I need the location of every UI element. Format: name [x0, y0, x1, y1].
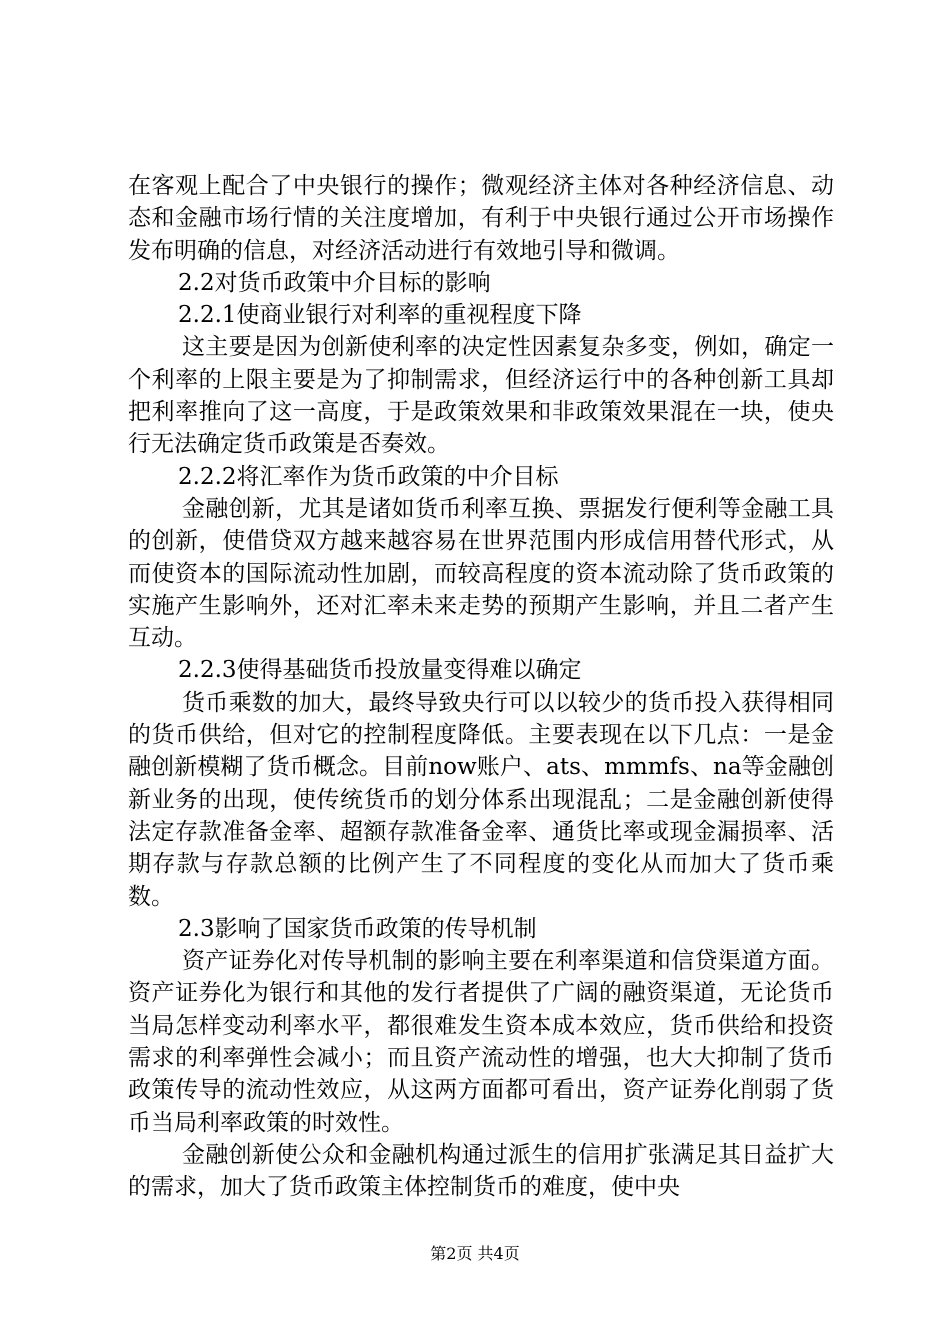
paragraph-continued: 在客观上配合了中央银行的操作；微观经济主体对各种经济信息、动态和金融市场行情的关注度增加，有利于中央银行通过公开市场操作发布明确的信息，对经济活动进行有效地引导和微调。 [128, 173, 834, 264]
section-heading-2-2: 2.2对货币政策中介目标的影响 [178, 269, 491, 296]
paragraph: 资产证券化对传导机制的影响主要在利率渠道和信贷渠道方面。资产证券化为银行和其他的发行者提供了广阔的融资渠道，无论货币当局怎样变动利率水平，都很难发生资本成本效应，货币供给和投资需求的利率弹性会减小；而且资产流动性的增强，也大大抑制了货币政策传导的流动性效应，从这两方面都可看出，资产证券化削弱了货币当局利率政策的时效性。 [128, 948, 834, 1136]
paragraph: 金融创新，尤其是诸如货币利率互换、票据发行便利等金融工具的创新，使借贷双方越来越容易在世界范围内形成信用替代形式，从而使资本的国际流动性加剧，而较高程度的资本流动除了货币政策的实施产生影响外，还对汇率未来走势的预期产生影响，并且二者产生互动。 [128, 495, 834, 652]
section-heading-2-2-3: 2.2.3使得基础货币投放量变得难以确定 [178, 657, 582, 684]
page-footer: 第2页 共4页 [430, 1244, 520, 1263]
section-heading-2-3: 2.3影响了国家货币政策的传导机制 [178, 915, 537, 942]
paragraph: 货币乘数的加大，最终导致央行可以以较少的货币投入获得相同的货币供给，但对它的控制程度降低。主要表现在以下几点：一是金融创新模糊了货币概念。目前now账户、ats、mmmfs、na等金融创新业务的出现，使传统货币的划分体系出现混乱；二是金融创新使得法定存款准备金率、超额存款准备金率、通货比率或现金漏损率、活期存款与存款总额的比例产生了不同程度的变化从而加大了货币乘数。 [128, 689, 834, 910]
section-heading-2-2-1: 2.2.1使商业银行对利率的重视程度下降 [178, 302, 582, 329]
document-body [128, 170, 834, 1204]
section-heading-2-2-2: 2.2.2将汇率作为货币政策的中介目标 [178, 463, 559, 490]
paragraph: 这主要是因为创新使利率的决定性因素复杂多变，例如，确定一个利率的上限主要是为了抑制需求，但经济运行中的各种创新工具却把利率推向了这一高度，于是政策效果和非政策效果混在一块，使央行无法确定货币政策是否奏效。 [128, 334, 834, 458]
paragraph: 金融创新使公众和金融机构通过派生的信用扩张满足其日益扩大的需求，加大了货币政策主体控制货币的难度，使中央 [128, 1141, 834, 1201]
